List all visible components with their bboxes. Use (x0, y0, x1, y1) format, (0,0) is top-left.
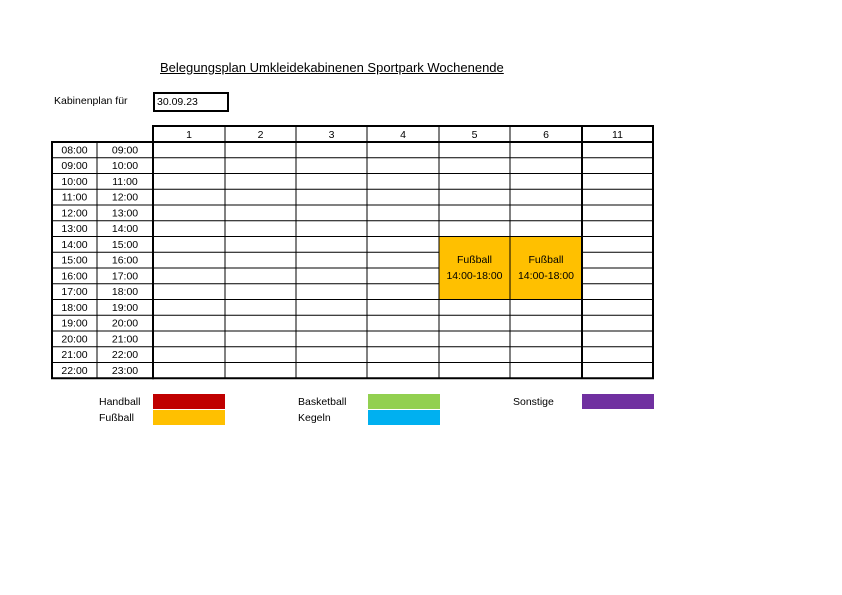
schedule-cell[interactable] (225, 363, 296, 379)
legend-swatch-kegeln (368, 410, 440, 425)
booking-time: 14:00-18:00 (446, 270, 503, 282)
schedule-cell[interactable] (367, 158, 439, 174)
legend-label-basketball: Basketball (298, 396, 347, 408)
schedule-cell[interactable] (296, 221, 367, 237)
schedule-cell[interactable] (367, 252, 439, 268)
slot-end: 16:00 (111, 254, 139, 267)
schedule-cell[interactable] (225, 315, 296, 331)
slot-start: 19:00 (61, 317, 88, 330)
schedule-cell[interactable] (439, 363, 510, 379)
schedule-cell[interactable] (367, 284, 439, 300)
schedule-cell[interactable] (439, 331, 510, 347)
schedule-cell[interactable] (225, 158, 296, 174)
slot-end: 23:00 (111, 364, 139, 377)
schedule-cell[interactable] (582, 347, 653, 363)
schedule-cell[interactable] (225, 300, 296, 316)
schedule-cell[interactable] (153, 363, 225, 379)
legend-label-handball: Handball (99, 396, 141, 408)
schedule-cell[interactable] (153, 189, 225, 205)
booking-block[interactable] (439, 237, 510, 300)
schedule-cell[interactable] (225, 284, 296, 300)
schedule-cell[interactable] (510, 142, 582, 158)
cabin-header: 2 (257, 129, 264, 141)
schedule-cell[interactable] (582, 363, 653, 379)
schedule-cell[interactable] (296, 284, 367, 300)
date-field[interactable]: 30.09.23 (153, 92, 229, 112)
schedule-cell[interactable] (153, 252, 225, 268)
schedule-cell[interactable] (582, 237, 653, 253)
schedule-cell[interactable] (367, 363, 439, 379)
slot-end: 22:00 (111, 349, 139, 362)
cabin-header: 11 (612, 129, 623, 141)
schedule-cell[interactable] (439, 205, 510, 221)
legend-swatch-sonstige (582, 394, 654, 409)
booking-block[interactable] (510, 237, 582, 300)
schedule-cell[interactable] (153, 158, 225, 174)
schedule-cell[interactable] (582, 300, 653, 316)
legend-swatch-basketball (368, 394, 440, 409)
schedule-cell[interactable] (510, 300, 582, 316)
schedule-cell[interactable] (153, 142, 225, 158)
schedule-cell[interactable] (225, 331, 296, 347)
schedule-cell[interactable] (367, 221, 439, 237)
schedule-cell[interactable] (296, 189, 367, 205)
schedule-cell[interactable] (225, 189, 296, 205)
schedule-cell[interactable] (225, 252, 296, 268)
schedule-cell[interactable] (153, 237, 225, 253)
slot-start: 08:00 (61, 144, 88, 157)
schedule-cell[interactable] (225, 221, 296, 237)
schedule-cell[interactable] (296, 252, 367, 268)
slot-end: 10:00 (111, 160, 139, 173)
schedule-cell[interactable] (367, 142, 439, 158)
schedule-cell[interactable] (510, 363, 582, 379)
schedule-cell[interactable] (296, 174, 367, 190)
slot-start: 15:00 (61, 254, 88, 267)
slot-end: 13:00 (111, 207, 139, 220)
slot-start: 13:00 (61, 223, 88, 236)
schedule-cell[interactable] (367, 189, 439, 205)
slot-end: 11:00 (112, 175, 138, 188)
schedule-cell[interactable] (439, 174, 510, 190)
legend-label-kegeln: Kegeln (298, 412, 331, 424)
schedule-cell[interactable] (582, 158, 653, 174)
schedule-cell[interactable] (510, 189, 582, 205)
slot-end: 20:00 (111, 317, 139, 330)
slot-end: 19:00 (111, 301, 139, 314)
slot-start: 11:00 (61, 191, 88, 204)
slot-end: 14:00 (111, 223, 139, 236)
schedule-cell[interactable] (582, 189, 653, 205)
schedule-cell[interactable] (153, 268, 225, 284)
schedule-cell[interactable] (582, 284, 653, 300)
schedule-cell[interactable] (225, 142, 296, 158)
schedule-cell[interactable] (510, 158, 582, 174)
schedule-cell[interactable] (439, 158, 510, 174)
slot-start: 20:00 (61, 333, 88, 346)
schedule-cell[interactable] (296, 331, 367, 347)
cabin-header: 6 (543, 129, 549, 141)
schedule-cell[interactable] (510, 221, 582, 237)
slot-end: 17:00 (111, 270, 139, 283)
schedule-cell[interactable] (367, 331, 439, 347)
legend-label-fussball: Fußball (99, 412, 135, 424)
schedule-cell[interactable] (582, 205, 653, 221)
cabin-header: 5 (471, 129, 478, 141)
schedule-cell[interactable] (582, 315, 653, 331)
slot-start: 09:00 (61, 160, 88, 173)
schedule-cell[interactable] (439, 189, 510, 205)
slot-end: 15:00 (111, 238, 139, 251)
cabin-header: 1 (186, 129, 192, 141)
schedule-cell[interactable] (153, 347, 225, 363)
schedule-cell[interactable] (296, 205, 367, 221)
schedule-cell[interactable] (582, 268, 653, 284)
booking-time: 14:00-18:00 (517, 270, 575, 282)
schedule-cell[interactable] (367, 300, 439, 316)
schedule-cell[interactable] (582, 142, 653, 158)
schedule-cell[interactable] (367, 237, 439, 253)
slot-end: 18:00 (111, 286, 139, 299)
schedule-cell[interactable] (296, 347, 367, 363)
schedule-cell[interactable] (153, 174, 225, 190)
schedule-cell[interactable] (153, 300, 225, 316)
schedule-cell[interactable] (296, 237, 367, 253)
schedule-cell[interactable] (296, 363, 367, 379)
legend-swatch-fussball (153, 410, 225, 425)
schedule-cell[interactable] (367, 315, 439, 331)
booking-label: Fußball (528, 254, 564, 266)
schedule-cell[interactable] (296, 142, 367, 158)
schedule-cell[interactable] (439, 221, 510, 237)
schedule-cell[interactable] (510, 205, 582, 221)
slot-end: 21:00 (111, 333, 139, 346)
schedule-cell[interactable] (439, 347, 510, 363)
schedule-cell[interactable] (367, 205, 439, 221)
schedule-cell[interactable] (582, 331, 653, 347)
schedule-cell[interactable] (153, 205, 225, 221)
schedule-cell[interactable] (367, 268, 439, 284)
slot-start: 22:00 (61, 364, 88, 377)
slot-start: 21:00 (61, 349, 88, 362)
schedule-cell[interactable] (510, 174, 582, 190)
schedule-cell[interactable] (582, 221, 653, 237)
date-label: Kabinenplan für (54, 95, 128, 107)
page-title: Belegungsplan Umkleidekabinenen Sportpark Wochenende (160, 60, 504, 75)
legend-label-sonstige: Sonstige (513, 396, 554, 408)
slot-start: 16:00 (61, 270, 88, 283)
schedule-cell[interactable] (510, 331, 582, 347)
schedule-cell[interactable] (582, 174, 653, 190)
slot-start: 18:00 (61, 301, 88, 314)
schedule-cell[interactable] (296, 158, 367, 174)
schedule-cell[interactable] (367, 174, 439, 190)
schedule-cell[interactable] (153, 221, 225, 237)
schedule-cell[interactable] (439, 315, 510, 331)
cabin-header: 3 (328, 129, 335, 141)
schedule-cell[interactable] (225, 268, 296, 284)
slot-start: 12:00 (61, 207, 88, 220)
schedule-cell[interactable] (153, 331, 225, 347)
schedule-cell[interactable] (367, 347, 439, 363)
schedule-cell[interactable] (153, 284, 225, 300)
schedule-cell[interactable] (296, 268, 367, 284)
slot-end: 09:00 (111, 144, 139, 157)
slot-end: 12:00 (111, 191, 139, 204)
booking-label: Fußball (456, 254, 493, 266)
schedule-cell[interactable] (296, 300, 367, 316)
cabin-header: 4 (400, 129, 406, 141)
schedule-cell[interactable] (225, 205, 296, 221)
schedule-cell[interactable] (510, 315, 582, 331)
schedule-cell[interactable] (582, 252, 653, 268)
slot-start: 10:00 (61, 175, 88, 188)
schedule-cell[interactable] (225, 174, 296, 190)
schedule-cell[interactable] (439, 300, 510, 316)
schedule-cell[interactable] (225, 347, 296, 363)
slot-start: 17:00 (61, 286, 88, 299)
schedule-cell[interactable] (225, 237, 296, 253)
slot-start: 14:00 (61, 238, 88, 251)
schedule-cell[interactable] (296, 315, 367, 331)
schedule-cell[interactable] (153, 315, 225, 331)
schedule-cell[interactable] (439, 142, 510, 158)
legend-swatch-handball (153, 394, 225, 409)
schedule-cell[interactable] (510, 347, 582, 363)
